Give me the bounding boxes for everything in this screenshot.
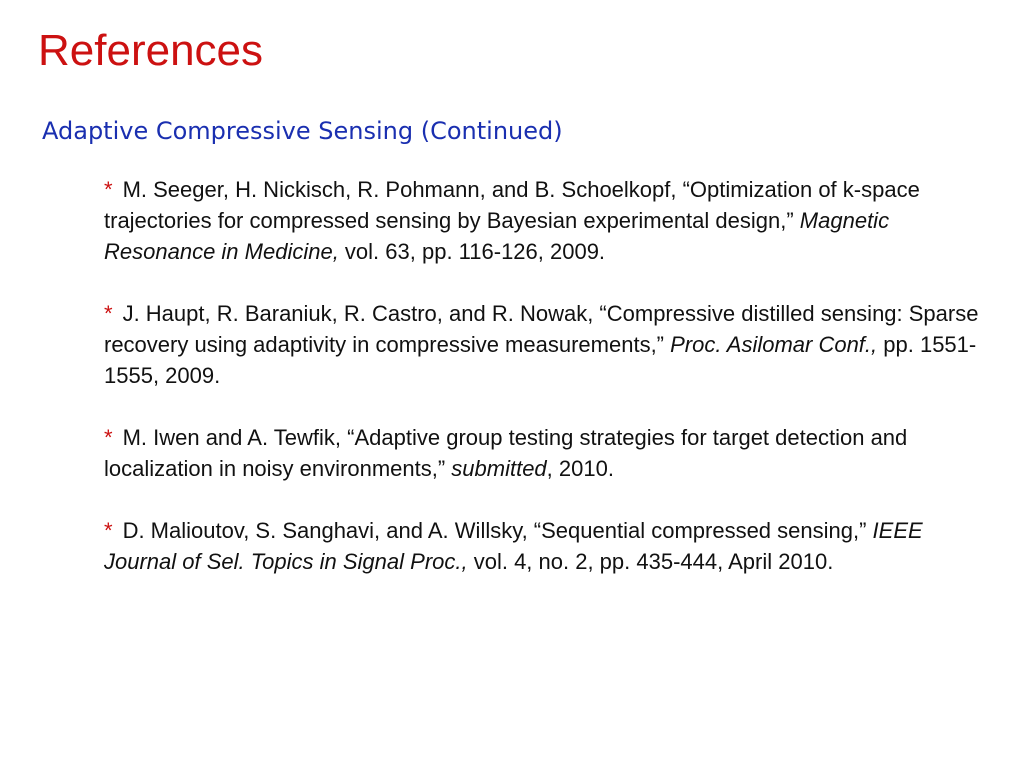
section-heading: Adaptive Compressive Sensing (Continued): [42, 117, 563, 145]
reference-venue: Magnetic Resonance in Medicine,: [104, 208, 890, 264]
reference-text: M. Seeger, H. Nickisch, R. Pohmann, and B. Schoelkopf, “Optimization of k-space trajectories for compressed sensing by Bayesian experimental design,”: [104, 177, 920, 233]
reference-details: , 2010.: [546, 456, 614, 481]
bullet-asterisk: *: [104, 177, 113, 202]
reference-list: [104, 174, 984, 608]
reference-item: [104, 174, 984, 267]
reference-venue: submitted: [451, 456, 547, 481]
reference-details: pp. 1551-1555, 2009.: [104, 332, 977, 388]
reference-text: M. Iwen and A. Tewfik, “Adaptive group testing strategies for target detection and localization in noisy environments,”: [104, 425, 908, 481]
bullet-asterisk: *: [104, 518, 113, 543]
reference-venue: IEEE Journal of Sel. Topics in Signal Proc.,: [104, 518, 923, 574]
reference-details: vol. 4, no. 2, pp. 435-444, April 2010.: [467, 549, 834, 574]
reference-item: [104, 298, 984, 391]
reference-details: vol. 63, pp. 116-126, 2009.: [338, 239, 606, 264]
reference-item: [104, 422, 984, 484]
reference-item: [104, 515, 984, 577]
reference-venue: Proc. Asilomar Conf.,: [670, 332, 878, 357]
reference-text: D. Malioutov, S. Sanghavi, and A. Willsky, “Sequential compressed sensing,”: [122, 518, 873, 543]
bullet-asterisk: *: [104, 425, 113, 450]
slide-title: References: [38, 26, 264, 75]
bullet-asterisk: *: [104, 301, 113, 326]
reference-text: J. Haupt, R. Baraniuk, R. Castro, and R. Nowak, “Compressive distilled sensing: Sparse recovery using adaptivity in compressive measurements,”: [104, 301, 979, 357]
